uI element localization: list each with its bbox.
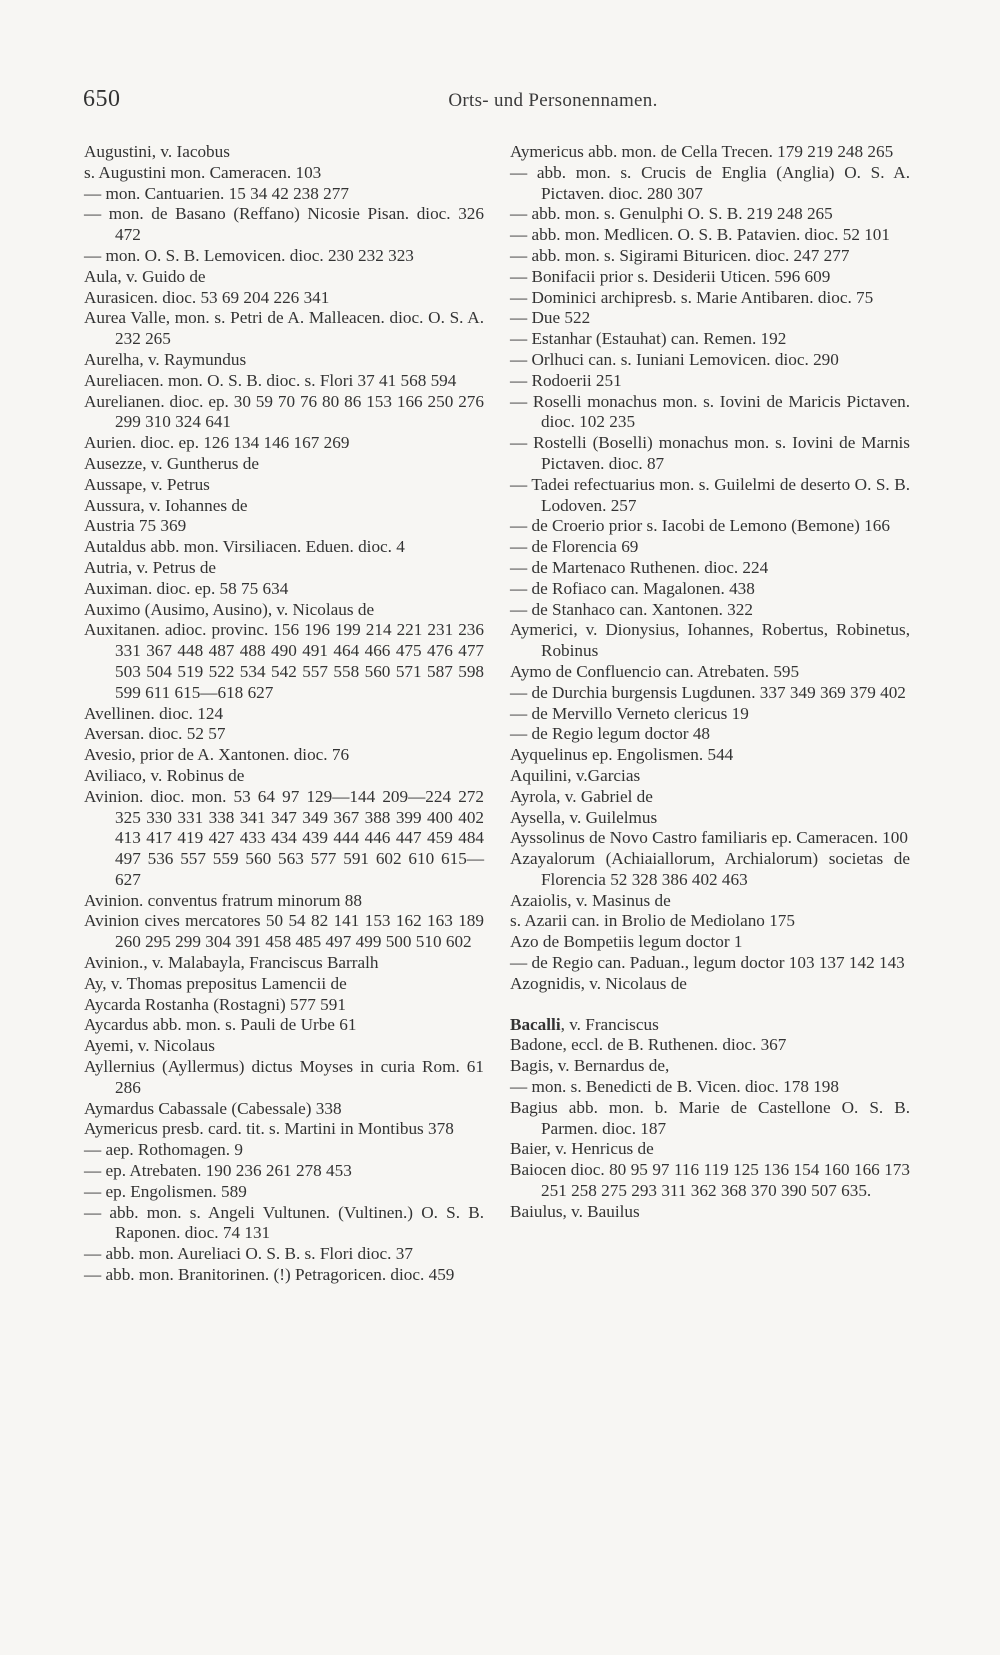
index-entry: Autaldus abb. mon. Virsiliacen. Eduen. dioc. 4 — [84, 537, 405, 557]
index-entry: Aula, v. Guido de — [84, 266, 206, 286]
index-entry: — mon. s. Benedicti de B. Vicen. dioc. 178 198 — [510, 1077, 839, 1097]
section-b-heading-word: Bacalli — [510, 1014, 561, 1034]
index-entry: Augustini, v. Iacobus — [84, 142, 230, 161]
index-entry: — abb. mon. s. Genulphi O. S. B. 219 248 265 — [510, 204, 833, 224]
index-entry: Aycarda Rostanha (Rostagni) 577 591 — [84, 994, 346, 1014]
index-entry: — de Croerio prior s. Iacobi de Lemono (Bemone) 166 — [510, 516, 890, 536]
index-entry: — abb. mon. Branitorinen. (!) Petragoricen. dioc. 459 — [84, 1265, 455, 1285]
index-entry: — Dominici archipresb. s. Marie Antibaren. dioc. 75 — [510, 287, 874, 307]
index-entry: — de Florencia 69 — [510, 537, 639, 557]
index-entry: Ayrola, v. Gabriel de — [510, 786, 653, 806]
index-entry: Aussura, v. Iohannes de — [84, 495, 248, 515]
index-entry: — Tadei refectuarius mon. s. Guilelmi de deserto O. S. B. Lodoven. 257 — [510, 474, 910, 515]
index-entry: Avellinen. dioc. 124 — [84, 703, 224, 723]
index-entry: Azognidis, v. Nicolaus de — [510, 973, 687, 993]
index-entry: Aymo de Confluencio can. Atrebaten. 595 — [510, 661, 800, 681]
index-entry: Baier, v. Henricus de — [510, 1139, 654, 1159]
index-entry: — mon. O. S. B. Lemovicen. dioc. 230 232 323 — [84, 245, 414, 265]
index-entry: Aysella, v. Guilelmus — [510, 807, 658, 827]
index-entry: Aymericus abb. mon. de Cella Trecen. 179 219 248 265 — [510, 142, 894, 161]
index-entry: Aversan. dioc. 52 57 — [84, 724, 226, 744]
index-column-right — [510, 142, 910, 1223]
index-entry: — mon. de Basano (Reffano) Nicosie Pisan. dioc. 326 472 — [84, 204, 484, 245]
index-entry: Aurea Valle, mon. s. Petri de A. Malleacen. dioc. O. S. A. 232 265 — [84, 308, 484, 349]
index-entry: — Due 522 — [510, 308, 591, 328]
index-entry: Aussape, v. Petrus — [84, 474, 210, 494]
index-entry: Baiulus, v. Bauilus — [510, 1201, 640, 1221]
index-entry: Baiocen dioc. 80 95 97 116 119 125 136 154 160 166 173 251 258 275 293 311 362 368 370 390 507 635. — [510, 1160, 910, 1201]
index-entry: Bacalli, v. Franciscus — [510, 1014, 659, 1034]
index-entry: Ayllernius (Ayllermus) dictus Moyses in curia Rom. 61 286 — [84, 1057, 484, 1097]
index-entry: Aymardus Cabassale (Cabessale) 338 — [84, 1098, 342, 1118]
index-entry: Aycardus abb. mon. s. Pauli de Urbe 61 — [84, 1015, 357, 1035]
index-entry: Auximan. dioc. ep. 58 75 634 — [84, 578, 289, 598]
index-entry: — ep. Engolismen. 589 — [84, 1181, 247, 1201]
index-entry: — abb. mon. Aureliaci O. S. B. s. Flori dioc. 37 — [84, 1244, 413, 1264]
index-entry: Azo de Bompetiis legum doctor 1 — [510, 932, 743, 952]
index-entry: — mon. Cantuarien. 15 34 42 238 277 — [84, 183, 349, 203]
index-entry: Ayemi, v. Nicolaus — [84, 1036, 215, 1056]
index-column-left — [84, 142, 484, 1286]
index-entry: Aureliacen. mon. O. S. B. dioc. s. Flori 37 41 568 594 — [84, 370, 457, 390]
index-entry: — abb. mon. s. Angeli Vultunen. (Vultinen.) O. S. B. Raponen. dioc. 74 131 — [84, 1202, 484, 1243]
index-entry: Bagius abb. mon. b. Marie de Castellone O. S. B. Parmen. dioc. 187 — [510, 1097, 910, 1138]
index-entry: Ay, v. Thomas prepositus Lamencii de — [84, 973, 347, 993]
index-entry: Azayalorum (Achiaiallorum, Archialorum) societas de Florencia 52 328 386 402 463 — [510, 849, 910, 889]
index-entry: Autria, v. Petrus de — [84, 557, 217, 577]
index-entry: — Orlhuci can. s. Iuniani Lemovicen. dioc. 290 — [510, 349, 839, 369]
index-entry: Austria 75 369 — [84, 516, 187, 536]
index-entry: Ayssolinus de Novo Castro familiaris ep. Cameracen. 100 — [510, 828, 908, 848]
index-entry: Aymerici, v. Dionysius, Iohannes, Robertus, Robinetus, Robinus — [510, 620, 910, 661]
index-entry: Ayquelinus ep. Engolismen. 544 — [510, 745, 734, 765]
index-entry: Aurasicen. dioc. 53 69 204 226 341 — [84, 287, 330, 307]
index-entry: Badone, eccl. de B. Ruthenen. dioc. 367 — [510, 1035, 787, 1055]
index-entry: Aymericus presb. card. tit. s. Martini in Montibus 378 — [84, 1119, 454, 1139]
index-entry: Aurelha, v. Raymundus — [84, 349, 247, 369]
index-entry: — de Regio can. Paduan., legum doctor 103 137 142 143 — [510, 953, 905, 973]
running-title: Orts- und Personennamen. — [448, 90, 658, 111]
index-entry: — de Durchia burgensis Lugdunen. 337 349 369 379 402 — [510, 682, 906, 702]
index-entry: — abb. mon. Medlicen. O. S. B. Patavien. dioc. 52 101 — [510, 225, 890, 245]
index-entry: — de Regio legum doctor 48 — [510, 724, 711, 744]
index-entry: — abb. mon. s. Crucis de Englia (Anglia) O. S. A. Pictaven. dioc. 280 307 — [510, 162, 910, 203]
index-entry: — de Mervillo Verneto clericus 19 — [510, 703, 749, 723]
page-header — [83, 86, 913, 116]
index-entry: Aurien. dioc. ep. 126 134 146 167 269 — [84, 433, 350, 453]
index-entry: — ep. Atrebaten. 190 236 261 278 453 — [84, 1161, 352, 1181]
index-entry: — abb. mon. s. Sigirami Bituricen. dioc. 247 277 — [510, 245, 850, 265]
index-entry: — de Stanhaco can. Xantonen. 322 — [510, 599, 753, 619]
index-entry: Avinion. dioc. mon. 53 64 97 129—144 209—224 272 325 330 331 338 341 347 349 367 388 399 400 402 413 417 419 427 433 434 439 444 446 447 459 484 497 536 557 559 560 563 577 591 602 610 615—627 — [84, 786, 484, 889]
index-entry: Avinion., v. Malabayla, Franciscus Barralh — [84, 953, 379, 973]
index-entry: Bagis, v. Bernardus de, — [510, 1056, 670, 1076]
index-entry: Aquilini, v.Garcias — [510, 765, 641, 785]
index-entry: s. Augustini mon. Cameracen. 103 — [84, 162, 322, 182]
index-entry: — Roselli monachus mon. s. Iovini de Maricis Pictaven. dioc. 102 235 — [510, 391, 910, 432]
index-entry: Azaiolis, v. Masinus de — [510, 890, 671, 910]
index-entry: Aurelianen. dioc. ep. 30 59 70 76 80 86 153 166 250 276 299 310 324 641 — [84, 391, 484, 432]
index-entry: — de Martenaco Ruthenen. dioc. 224 — [510, 557, 769, 577]
index-entry: Ausezze, v. Guntherus de — [84, 453, 259, 473]
index-entry: Auximo (Ausimo, Ausino), v. Nicolaus de — [84, 599, 375, 619]
page-number: 650 — [83, 86, 121, 112]
index-entry: s. Azarii can. in Brolio de Mediolano 175 — [510, 911, 795, 931]
index-entry: Avinion cives mercatores 50 54 82 141 153 162 163 189 260 295 299 304 391 458 485 497 499 500 510 602 — [84, 911, 484, 952]
index-entry: Aviliaco, v. Robinus de — [84, 765, 245, 785]
index-entry: — Bonifacii prior s. Desiderii Uticen. 596 609 — [510, 266, 831, 286]
index-entry: — de Rofiaco can. Magalonen. 438 — [510, 578, 755, 598]
index-entry: Avesio, prior de A. Xantonen. dioc. 76 — [84, 745, 350, 765]
index-entry: Auxitanen. adioc. provinc. 156 196 199 214 221 231 236 331 367 448 487 488 490 491 464 466 475 476 477 503 504 519 522 534 542 557 558 560 571 587 598 599 611 615—618 627 — [84, 620, 484, 702]
index-entry: — Rostelli (Boselli) monachus mon. s. Iovini de Marnis Pictaven. dioc. 87 — [510, 433, 910, 473]
index-entry: — aep. Rothomagen. 9 — [84, 1140, 243, 1160]
index-entry: — Rodoerii 251 — [510, 370, 622, 390]
index-entry: Avinion. conventus fratrum minorum 88 — [84, 890, 362, 910]
index-entry: — Estanhar (Estauhat) can. Remen. 192 — [510, 329, 787, 349]
